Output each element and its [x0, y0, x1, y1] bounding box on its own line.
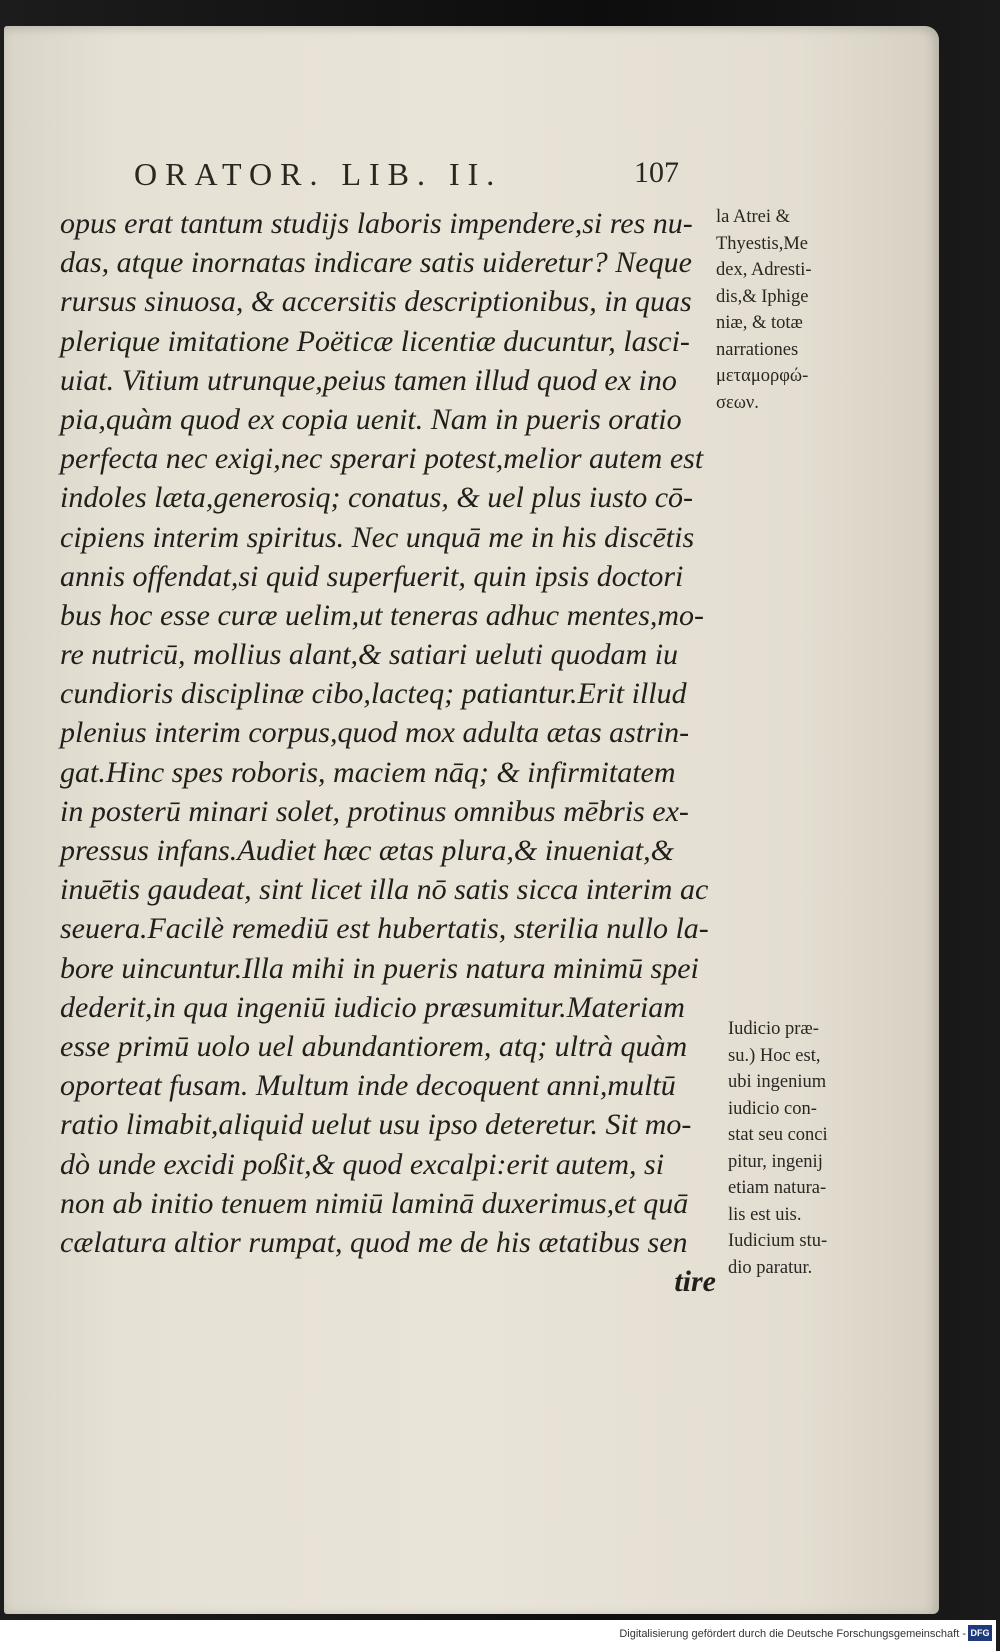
text-line: dederit,in qua ingeniū iudicio præsumitur.Materiam	[60, 990, 685, 1024]
marginal-note-line: dis,& Iphige	[716, 286, 809, 307]
footer-credit: Digitalisierung gefördert durch die Deutsche Forschungsgemeinschaft -	[619, 1628, 966, 1640]
text-line: re nutricū, mollius alant,& satiari ueluti quodam iu	[60, 638, 679, 672]
text-line: cundioris disciplinæ cibo,lacteq; patiantur.Erit illud	[60, 677, 687, 711]
marginal-note-line: stat seu conci	[728, 1125, 828, 1145]
catchword: tire	[674, 1265, 716, 1299]
marginal-note-line: dio paratur.	[728, 1257, 813, 1278]
marginal-note-line: Thyestis,Me	[716, 233, 808, 254]
running-head	[134, 156, 694, 204]
digitization-footer	[0, 1620, 996, 1651]
text-line: non ab initio tenuem nimiū laminā duxerimus,et quā	[60, 1186, 689, 1220]
text-line: pia,quàm quod ex copia uenit. Nam in pueris oratio	[60, 402, 682, 436]
marginal-note-line: iudicio con-	[728, 1098, 817, 1119]
marginal-note-line: ubi ingenium	[728, 1072, 827, 1092]
text-line: uiat. Vitium utrunque,peius tamen illud quod ex ino	[60, 363, 677, 397]
page-number: 107	[634, 156, 679, 189]
marginal-note-line: etiam natura-	[728, 1178, 827, 1198]
marginal-note-line: μεταμορφώ-	[716, 366, 809, 386]
running-head-title: ORATOR. LIB. II.	[134, 156, 503, 192]
marginal-note-line: σεων.	[716, 392, 759, 413]
marginal-note-line: Iudicium stu-	[728, 1231, 828, 1251]
text-line: cipiens interim spiritus. Nec unquā me in his discētis	[60, 520, 695, 554]
text-line: cælatura altior rumpat, quod me de his ætatibus sen	[60, 1225, 688, 1259]
text-line: plenius interim corpus,quod mox adulta ætas astrin-	[60, 716, 690, 750]
marginal-note-line: su.) Hoc est,	[728, 1045, 821, 1066]
marginal-note-line: niæ, & totæ	[716, 313, 803, 333]
text-line: bore uincuntur.Illa mihi in pueris natura minimū spei	[60, 951, 699, 985]
text-line: pressus infans.Audiet hæc ætas plura,& inueniat,&	[60, 834, 674, 867]
marginal-note-bottom	[728, 1016, 878, 1281]
text-line: indoles læta,generosiq; conatus, & uel plus iusto cō-	[60, 481, 694, 515]
marginal-note-line: lis est uis.	[728, 1204, 802, 1225]
text-line: ratio limabit,aliquid uelut usu ipso deteretur. Sit mo-	[60, 1108, 692, 1142]
text-line: opus erat tantum studijs laboris impendere,si res nu-	[60, 207, 693, 240]
marginal-note-line: pitur, ingenij	[728, 1151, 823, 1172]
text-line: in posterū minari solet, protinus omnibus mēbris ex-	[60, 794, 689, 828]
text-line: das, atque inornatas indicare satis uideretur? Neque	[60, 246, 692, 280]
text-line: plerique imitatione Poëticæ licentiæ ducuntur, lasci-	[60, 324, 690, 358]
text-line: perfecta nec exigi,nec sperari potest,melior autem est	[60, 442, 704, 476]
text-line: annis offendat,si quid superfuerit, quin ipsis doctori	[60, 559, 684, 593]
text-line: esse primū uolo uel abundantiorem, atq; ultrà quàm	[60, 1029, 688, 1063]
text-line: oporteat fusam. Multum inde decoquent anni,multū	[60, 1069, 676, 1103]
text-line: inuētis gaudeat, sint licet illa nō satis sicca interim ac	[60, 873, 709, 907]
dfg-logo: DFG	[968, 1625, 992, 1641]
text-line: dò unde excidi poßit,& quod excalpi:erit autem, si	[60, 1147, 665, 1181]
text-line: rursus sinuosa, & accersitis descriptionibus, in quas	[60, 285, 692, 319]
marginal-note-line: dex, Adresti-	[716, 260, 812, 280]
marginal-note-line: la Atrei &	[716, 207, 790, 227]
marginal-note-line: Iudicio præ-	[728, 1019, 819, 1039]
text-line: gat.Hinc spes roboris, maciem nāq; & infirmitatem	[60, 755, 676, 789]
book-page	[4, 26, 939, 1614]
text-line: seuera.Facilè remediū est hubertatis, sterilia nullo la-	[60, 912, 709, 946]
text-line: bus hoc esse curæ uelim,ut teneras adhuc mentes,mo-	[60, 598, 705, 632]
marginal-note-top	[716, 204, 866, 416]
main-text-block	[60, 204, 720, 1301]
marginal-note-line: narrationes	[716, 339, 799, 360]
